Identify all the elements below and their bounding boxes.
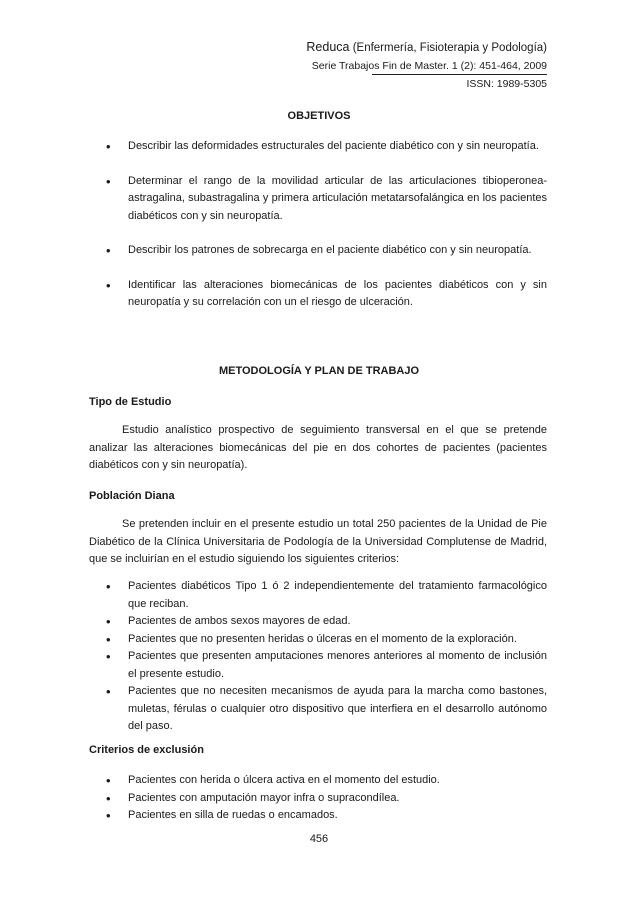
journal-name: Reduca xyxy=(306,40,350,54)
list-item: • Pacientes en silla de ruedas o encamados. xyxy=(89,807,547,825)
journal-series: Serie Trabajos Fin de Master. 1 (2): 451-464, 2009 xyxy=(311,60,547,72)
list-item: • Describir las deformidades estructurales del paciente diabético con y sin neuropatía. xyxy=(89,138,547,156)
journal-header xyxy=(306,40,547,54)
list-item: • Pacientes que no presenten heridas o úlceras en el momento de la exploración. xyxy=(89,631,547,649)
page-number: 456 xyxy=(309,833,329,845)
list-item: • Pacientes con herida o úlcera activa en el momento del estudio. xyxy=(89,772,547,790)
metodologia-title: METODOLOGÍA Y PLAN DE TRABAJO xyxy=(218,365,420,377)
journal-issn: ISSN: 1989-5305 xyxy=(466,78,547,90)
list-item: • Describir los patrones de sobrecarga en el paciente diabético con y sin neuropatía. xyxy=(89,242,547,260)
list-item: • Pacientes diabéticos Tipo 1 ó 2 independientemente del tratamiento farmacológico que reciban. xyxy=(89,578,547,613)
objetivos-list xyxy=(89,138,547,329)
tipo-paragraph: Estudio analístico prospectivo de seguimiento transversal en el que se pretende analizar las alteraciones biomecánicas del pie en dos cohortes de pacientes (pacientes diabéticos con y sin neuropatía). xyxy=(89,424,547,471)
list-item: • Pacientes de ambos sexos mayores de edad. xyxy=(89,613,547,631)
list-item: • Identificar las alteraciones biomecánicas de los pacientes diabéticos con y sin neuropatía y su correlación con un el riesgo de ulceración. xyxy=(89,277,547,312)
section-heading-exclusion: Criterios de exclusión xyxy=(89,744,204,756)
list-item: • Determinar el rango de la movilidad articular de las articulaciones tibioperonea-astragalina, subastragalina y primera articulación metatarsofalángica en los pacientes diabéticos con y sin neuropatía. xyxy=(89,173,547,226)
section-heading-poblacion: Población Diana xyxy=(89,490,175,502)
journal-subtitle: (Enfermería, Fisioterapia y Podología) xyxy=(352,42,547,54)
objetivos-title: OBJETIVOS xyxy=(287,110,351,122)
list-item: • Pacientes que no necesiten mecanismos de ayuda para la marcha como bastones, muletas, férulas o cualquier otro dispositivo que interfiera en el desarrollo autónomo del paso. xyxy=(89,683,547,736)
list-item: • Pacientes con amputación mayor infra o supracondílea. xyxy=(89,790,547,808)
header-rule xyxy=(372,74,547,75)
list-item: • Pacientes que presenten amputaciones menores anteriores al momento de inclusión el presente estudio. xyxy=(89,648,547,683)
inclusion-list xyxy=(89,578,547,736)
poblacion-paragraph: Se pretenden incluir en el presente estudio un total 250 pacientes de la Unidad de Pie Diabético de la Clínica Universitaria de Podología de la Universidad Complutense de Madrid, que se incluirían en el estudio siguiendo los siguientes criterios: xyxy=(89,518,547,565)
exclusion-list xyxy=(89,772,547,825)
section-heading-tipo: Tipo de Estudio xyxy=(89,396,172,408)
